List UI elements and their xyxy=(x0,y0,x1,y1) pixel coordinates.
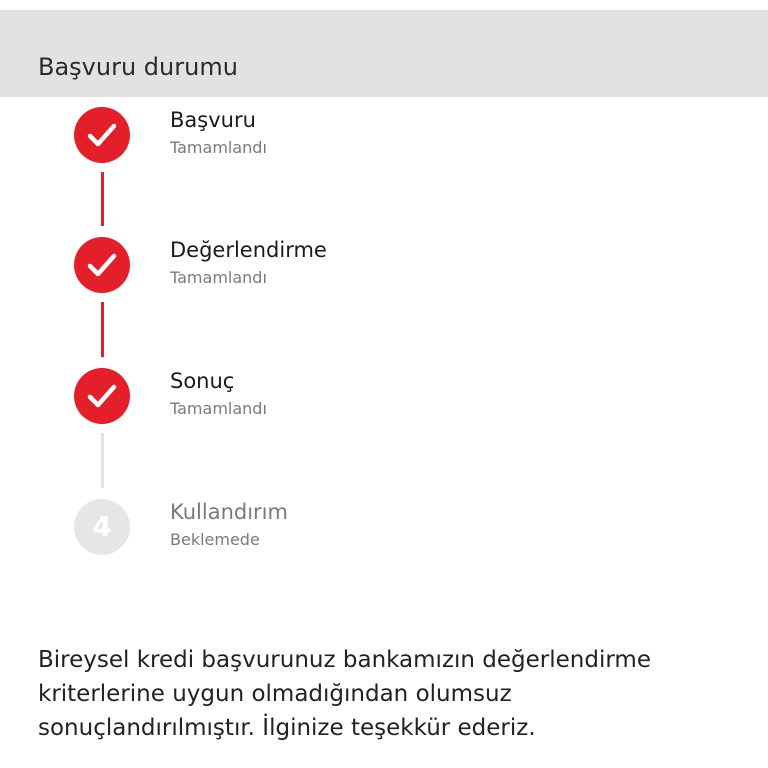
step-3-status: Tamamlandı xyxy=(170,399,267,418)
step-connector-1 xyxy=(101,172,104,226)
step-1-title: Başvuru xyxy=(170,108,256,132)
step-3-indicator xyxy=(74,368,130,424)
step-2-title: Değerlendirme xyxy=(170,238,327,262)
step-1-indicator xyxy=(74,107,130,163)
step-4-status: Beklemede xyxy=(170,530,260,549)
page-title: Başvuru durumu xyxy=(38,53,238,81)
step-2-status: Tamamlandı xyxy=(170,268,267,287)
step-connector-2 xyxy=(101,302,104,357)
step-4-number: 4 xyxy=(92,510,112,543)
step-1-status: Tamamlandı xyxy=(170,138,267,157)
step-4-indicator xyxy=(74,499,130,555)
step-3-title: Sonuç xyxy=(170,369,235,393)
check-icon xyxy=(86,251,118,279)
step-connector-3 xyxy=(101,433,104,488)
result-message: Bireysel kredi başvurunuz bankamızın değerlendirme kriterlerine uygun olmadığından olumsuz sonuçlandırılmıştır. İlginize teşekkür ederiz. xyxy=(38,647,651,741)
step-2-indicator xyxy=(74,237,130,293)
check-icon xyxy=(86,121,118,149)
status-bar-area xyxy=(0,0,768,10)
step-4-title: Kullandırım xyxy=(170,500,288,524)
header xyxy=(0,10,768,97)
check-icon xyxy=(86,382,118,410)
